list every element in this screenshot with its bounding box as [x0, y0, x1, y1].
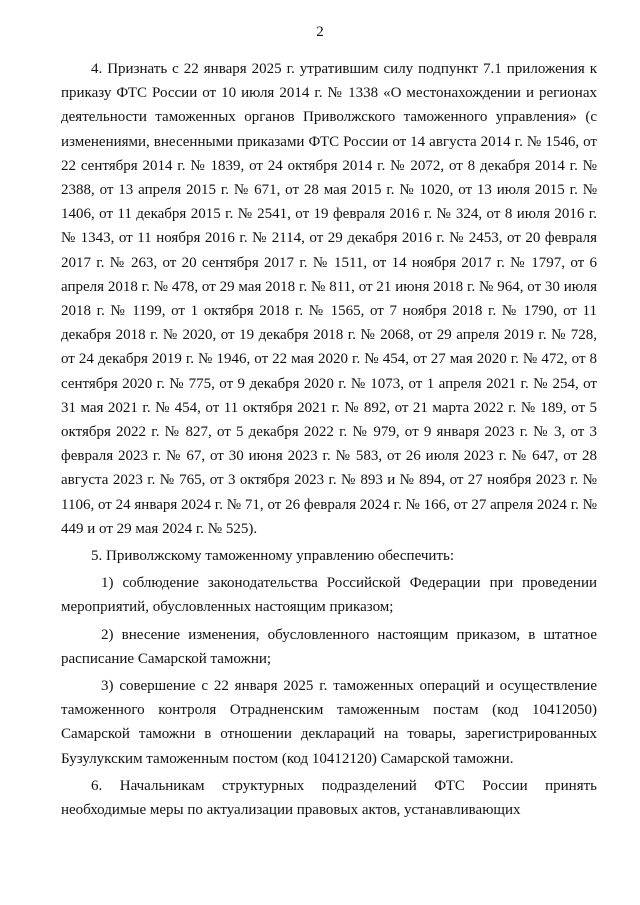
paragraph-5-item-2: 2) внесение изменения, обусловленного настоящим приказом, в штатное расписание Самарской таможни; — [61, 626, 597, 667]
paragraph-5-item-1: 1) соблюдение законодательства Российской Федерации при проведении мероприятий, обусловленных настоящим приказом; — [61, 575, 597, 616]
page-number: 2 — [316, 24, 324, 40]
paragraph-4: 4. Признать с 22 января 2025 г. утратившим силу подпункт 7.1 приложения к приказу ФТС России от 10 июля 2014 г. № 1338 «О местонахождении и регионах деятельности таможенных органов Приволжского таможенного управления» (с изменениями, внесенными приказами ФТС России от 14 августа 2014 г. № 1546, от 22 сентября 2014 г. № 1839, от 24 октября 2014 г. № 2072, от 8 декабря 2014 г. № 2388, от 13 апреля 2015 г. № 671, от 28 мая 2015 г. № 1020, от 13 июля 2015 г. № 1406, от 11 декабря 2015 г. № 2541, от 19 февраля 2016 г. № 324, от 8 июля 2016 г. № 1343, от 11 ноября 2016 г. № 2114, от 29 декабря 2016 г. № 2453, от 20 февраля 2017 г. № 263, от 20 сентября 2017 г. № 1511, от 14 ноября 2017 г. № 1797, от 6 апреля 2018 г. № 478, от 29 мая 2018 г. № 811, от 21 июня 2018 г. № 964, от 30 июля 2018 г. № 1199, от 1 октября 2018 г. № 1565, от 7 ноября 2018 г. № 1790, от 11 декабря 2018 г. № 2020, от 19 декабря 2018 г. № 2068, от 29 апреля 2019 г. № 728, от 24 декабря 2019 г. № 1946, от 22 мая 2020 г. № 454, от 27 мая 2020 г. № 472, от 8 сентября 2020 г. № 775, от 9 декабря 2020 г. № 1073, от 1 апреля 2021 г. № 254, от 31 мая 2021 г. № 454, от 11 октября 2021 г. № 892, от 21 марта 2022 г. № 189, от 5 октября 2022 г. № 827, от 5 декабря 2022 г. № 979, от 9 января 2023 г. № 3, от 3 февраля 2023 г. № 67, от 30 июня 2023 г. № 583, от 26 июля 2023 г. № 647, от 28 августа 2023 г. № 765, от 3 октября 2023 г. № 893 и № 894, от 27 ноября 2023 г. № 1106, от 24 января 2024 г. № 71, от 26 февраля 2024 г. № 166, от 27 апреля 2024 г. № 449 и от 29 мая 2024 г. № 525). — [61, 61, 597, 537]
paragraph-5-item-3: 3) совершение с 22 января 2025 г. таможенных операций и осуществление таможенного контроля Отрадненским таможенным постам (код 10412050) Самарской таможни в отношении деклараций на товары, зарегистрированных Бузулукским таможенным постом (код 10412120) Самарской таможни. — [61, 678, 597, 767]
paragraph-5: 5. Приволжскому таможенному управлению обеспечить: — [91, 548, 455, 565]
paragraph-6: 6. Начальникам структурных подразделений ФТС России принять необходимые меры по актуализации правовых актов, устанавливающих — [61, 777, 597, 819]
document-body — [61, 57, 597, 822]
